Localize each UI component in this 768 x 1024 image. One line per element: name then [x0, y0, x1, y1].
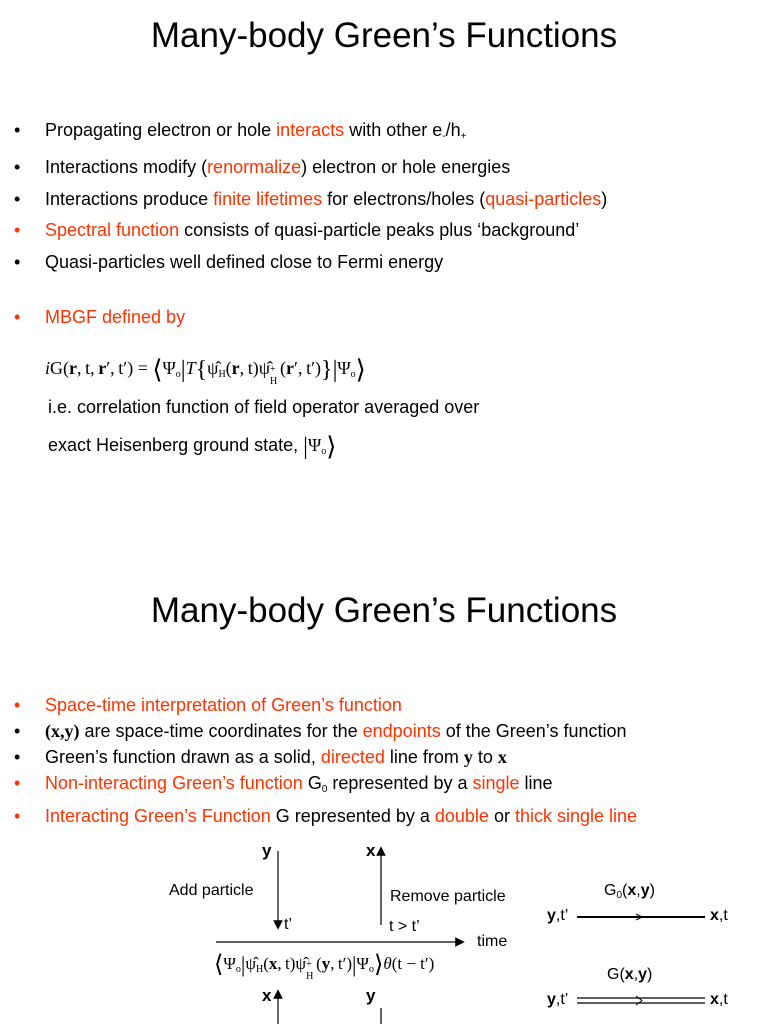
bullet-icon: •: [14, 773, 21, 793]
add-particle-label: Add particle: [169, 882, 254, 899]
ie-line-1: i.e. correlation function of field operator averaged over: [48, 397, 480, 417]
bullet-text-part: Spectral function: [45, 220, 180, 241]
bullet-text-part: double: [434, 806, 489, 826]
slide1-title: Many-body Green’s Functions: [150, 16, 618, 55]
bullet-text-part: x: [497, 747, 507, 767]
bullet-text-part: line from: [384, 747, 464, 767]
bullet-icon: •: [14, 220, 21, 241]
g-right-endpoint: x,t: [710, 991, 728, 1008]
bullet-text-part: with other e: [344, 120, 443, 140]
bullet-text-part: finite lifetimes: [213, 188, 323, 209]
bullet-text-part: G: [302, 773, 322, 793]
diagram-x-top: x: [366, 841, 376, 860]
bullet-text-part: Interactions modify (: [45, 157, 208, 178]
diagram-y-bottom: y: [366, 986, 376, 1005]
bullet-icon: •: [14, 120, 21, 140]
bullet-text-part: directed: [320, 747, 385, 767]
bullet-text-part: Space-time interpretation of Green’s function: [45, 695, 402, 715]
time-label: time: [477, 933, 508, 950]
bullet-text-part: represented by a: [327, 773, 473, 793]
bullet-text-part: 0: [321, 784, 328, 795]
slide2-title: Many-body Green’s Functions: [150, 591, 618, 630]
bullet-text-part: of the Green’s function: [440, 721, 627, 741]
bullet-text-part: quasi-particles: [485, 188, 602, 209]
bullet-text-part: are space-time coordinates for the: [79, 721, 363, 741]
bullet-text-part: thick single line: [514, 806, 638, 826]
bullet-icon: •: [14, 695, 21, 715]
bullet-text-part: single: [472, 773, 520, 793]
g0-right-endpoint: x,t: [710, 907, 728, 924]
bullet-text-part: Interactions produce: [45, 188, 214, 209]
remove-particle-label: Remove particle: [390, 888, 506, 905]
bullet-text-part: line: [519, 773, 553, 793]
bullet-text-part: or: [488, 806, 515, 826]
bullet-icon: •: [14, 806, 21, 826]
bullet-text-part: -: [442, 131, 446, 142]
bullet-text-part: consists of quasi-particle peaks plus ‘background’: [179, 220, 580, 241]
bullet-text-part: Non-interacting Green’s function: [45, 773, 303, 793]
mbgf-label: MBGF defined by: [45, 307, 186, 327]
bullet-text-part: Propagating electron or hole: [45, 120, 277, 140]
ie-line-2-text: exact Heisenberg ground state,: [48, 435, 299, 455]
bullet-text-part: +: [460, 131, 467, 142]
bullet-icon: •: [14, 251, 21, 272]
diagram-x-bottom: x: [262, 986, 272, 1005]
bullet-text-part: Quasi-particles well defined close to Fermi energy: [45, 251, 444, 272]
bullet-text-part: Green’s function drawn as a solid,: [45, 747, 321, 767]
expectation-value: $⟨\Psi_o|\psî_H(x$, t)ψ̂ + H (y, $t')|\Psi_o⟩\theta(t - t')$: [214, 952, 435, 982]
t-greater-label: t > t’: [389, 918, 420, 935]
g-left-endpoint: y,t’: [547, 991, 569, 1008]
g0-label: $G_0(x,y)$: [604, 882, 655, 901]
bullet-text-part: interacts: [276, 120, 345, 140]
diagram-y-top: y: [262, 841, 272, 860]
g0-left-endpoint: y,t’: [547, 907, 569, 924]
bullet-icon: •: [14, 307, 21, 327]
bullet-text-part: Interacting Green’s Function: [45, 806, 271, 826]
bullet-text-part: (x,y): [45, 721, 80, 741]
bullet-icon: •: [14, 157, 21, 178]
bullet-text-part: ): [601, 188, 608, 209]
bullet-text-part: endpoints: [362, 721, 441, 741]
bullet-text-part: y: [463, 747, 473, 767]
bullet-icon: •: [14, 747, 21, 767]
bullet-icon: •: [14, 188, 21, 209]
bullet-text-part: to: [472, 747, 498, 767]
bullet-text-part: renormalize: [207, 157, 302, 178]
ground-state-ket: $|\Psi_o⟩$: [303, 432, 337, 461]
bullet-text-part: for electrons/holes (: [322, 188, 486, 209]
bullet-text-part: /h: [445, 120, 461, 140]
g-label: G(x,y): [607, 966, 653, 983]
bullet-icon: •: [14, 721, 21, 741]
bullet-text-part: G represented by a: [270, 806, 435, 826]
bullet-text-part: ) electron or hole energies: [301, 157, 511, 178]
mbgf-equation: iG(r, t, r′, $t') = ⟨\Psi_o|T\{\psî_H(r$, t)ψ̂ + H (r′, $t')\}|\Psi_o⟩$: [45, 355, 366, 387]
t-prime-label: t’: [284, 916, 292, 933]
